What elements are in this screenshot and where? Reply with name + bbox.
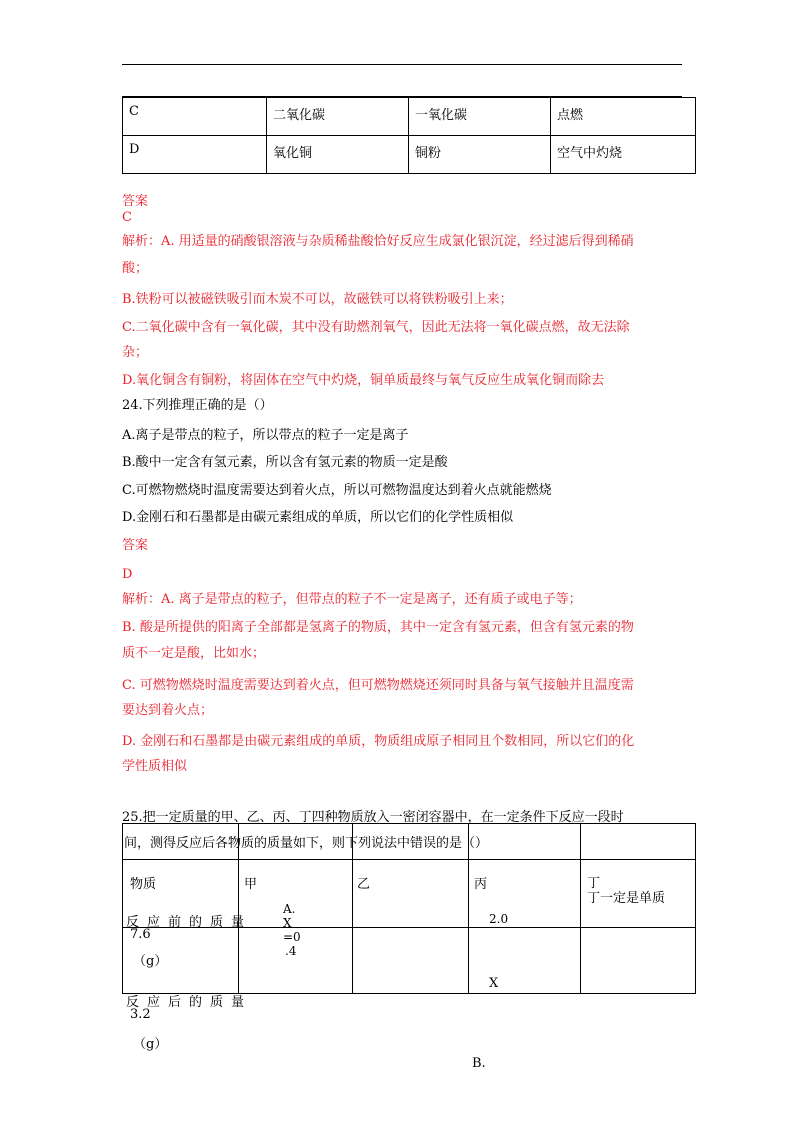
header-substance: 物质 xyxy=(130,877,157,892)
table-cell: 一氧化碳 xyxy=(409,98,551,136)
answer-value: C xyxy=(122,210,132,225)
option-a-label: A. xyxy=(283,902,296,916)
explanation-line: 酸； xyxy=(122,261,149,276)
explanation-line: 要达到着火点； xyxy=(122,703,214,718)
explanation-line: D. 金刚石和石墨都是由碳元素组成的单质，物质组成原子相同且个数相同，所以它们的化 xyxy=(122,734,635,749)
answer-value: D xyxy=(122,567,133,582)
option-b: B.酸中一定含有氢元素，所以含有氢元素的物质一定是酸 xyxy=(122,455,448,470)
explanation-line: 解析：A. 用适量的硝酸银溶液与杂质稀盐酸恰好反应生成氯化银沉淀，经过滤后得到稀硝 xyxy=(122,234,634,249)
bing-before: 2.0 xyxy=(489,912,509,926)
table-row xyxy=(123,98,696,136)
explanation-line: C.二氧化碳中含有一氧化碳，其中没有助燃剂氧气，因此无法将一氧化碳点燃，故无法除 xyxy=(122,320,630,335)
explanation-line: 杂； xyxy=(122,345,149,360)
explanation-line: C. 可燃物燃烧时温度需要达到着火点，但可燃物燃烧还须同时具备与氧气接触并且温度需 xyxy=(122,678,634,693)
table-row xyxy=(123,928,696,994)
table-cell: D xyxy=(123,136,267,174)
header-rule xyxy=(122,64,682,65)
header-ding: 丁 xyxy=(587,876,601,891)
question-stem: 24.下列推理正确的是（） xyxy=(122,398,273,413)
option-a-eq: =0 xyxy=(283,930,301,944)
answer-label: 答案 xyxy=(122,538,149,553)
before-value: 7.6 xyxy=(130,927,151,942)
answer-label: 答案 xyxy=(122,194,149,209)
table-row xyxy=(123,136,696,174)
table-cell xyxy=(469,928,581,994)
after-unit: （g） xyxy=(133,1037,168,1052)
option-a-x: X xyxy=(283,916,292,930)
question-stem: 25.把一定质量的甲、乙、丙、丁四种物质放入一密闭容器中，在一定条件下反应一段时 xyxy=(122,810,624,825)
header-yi: 乙 xyxy=(357,877,371,892)
table-cell xyxy=(239,860,353,928)
after-value: 3.2 xyxy=(130,1007,151,1022)
explanation-line: B.铁粉可以被磁铁吸引而木炭不可以，故磁铁可以将铁粉吸引上来； xyxy=(122,292,513,307)
options-table xyxy=(122,97,696,174)
explanation-line: 学性质相似 xyxy=(122,759,188,774)
option-b-label: B. xyxy=(472,1056,486,1071)
table-cell xyxy=(353,860,469,928)
explanation-line: 解析：A. 离子是带点的粒子，但带点的粒子不一定是离子，还有质子或电子等； xyxy=(122,592,582,607)
before-label: 反应前的质量 xyxy=(126,915,253,930)
option-d: D.金刚石和石墨都是由碳元素组成的单质，所以它们的化学性质相似 xyxy=(122,510,514,525)
after-label: 反应后的质量 xyxy=(126,995,253,1010)
explanation-line: D.氧化铜含有铜粉，将固体在空气中灼烧，铜单质最终与氧气反应生成氧化铜而除去 xyxy=(122,373,605,388)
ding-note: 丁一定是单质 xyxy=(587,891,666,906)
header-bing: 丙 xyxy=(474,877,488,892)
option-a: A.离子是带点的粒子，所以带点的粒子一定是离子 xyxy=(122,428,409,443)
table-cell: C xyxy=(123,98,267,136)
table-cell xyxy=(469,860,581,928)
table-cell: 铜粉 xyxy=(409,136,551,174)
header-jia: 甲 xyxy=(244,877,258,892)
table-cell: 二氧化碳 xyxy=(267,98,409,136)
option-a-val: .4 xyxy=(285,944,297,958)
table-cell xyxy=(581,928,696,994)
bing-after: X xyxy=(489,976,499,991)
explanation-line: B. 酸是所提供的阳离子全部都是氢离子的物质，其中一定含有氢元素，但含有氢元素的物 xyxy=(122,620,634,635)
explanation-line: 质不一定是酸，比如水； xyxy=(122,646,266,661)
before-unit: （g） xyxy=(133,954,168,969)
question-stem-cont: 间，测得反应后各物质的质量如下，则下列说法中错误的是（） xyxy=(124,836,489,851)
option-c: C.可燃物燃烧时温度需要达到着火点，所以可燃物温度达到着火点就能燃烧 xyxy=(122,483,552,498)
table-cell: 氧化铜 xyxy=(267,136,409,174)
table-cell xyxy=(581,824,696,860)
table-cell: 点燃 xyxy=(551,98,696,136)
table-cell xyxy=(353,928,469,994)
table-cell: 空气中灼烧 xyxy=(551,136,696,174)
